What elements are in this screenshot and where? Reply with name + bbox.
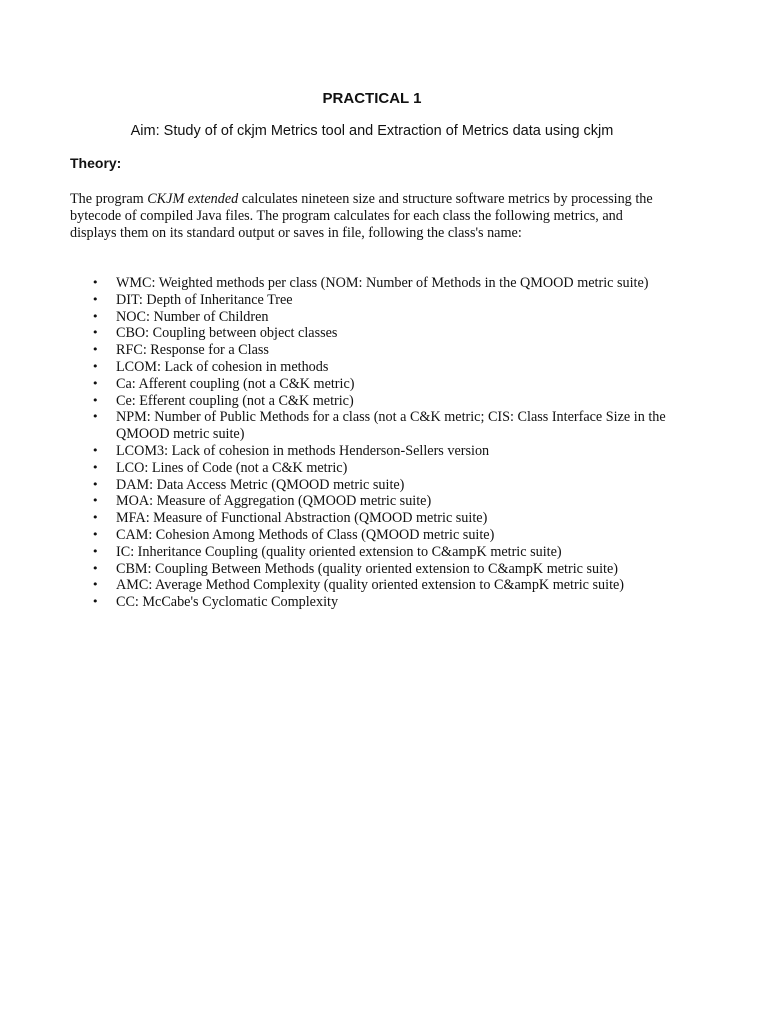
metric-text: RFC: Response for a Class xyxy=(116,342,269,359)
bullet-icon: • xyxy=(92,376,99,390)
intro-text-end: calculates nineteen size and structure software metrics by processing the bytecode of compiled Java files. The program calculates for each class the following metrics, and displays them on its standard output or saves in file, following the class's name: xyxy=(70,191,653,241)
bullet-icon: • xyxy=(92,359,99,373)
metric-text: Ce: Efferent coupling (not a C&K metric) xyxy=(116,392,354,409)
metric-text: LCOM3: Lack of cohesion in methods Henderson-Sellers version xyxy=(116,442,490,459)
metric-list-item xyxy=(70,443,690,460)
metric-text: DAM: Data Access Metric (QMOOD metric suite) xyxy=(116,476,405,493)
bullet-icon: • xyxy=(92,276,99,289)
metric-text: LCOM: Lack of cohesion in methods xyxy=(116,358,329,375)
metric-text: LCO: Lines of Code (not a C&K metric) xyxy=(116,459,348,476)
bullet-icon: • xyxy=(92,309,99,323)
intro-text-start: The program xyxy=(70,191,148,207)
metric-list-item xyxy=(70,409,690,443)
metric-list-item xyxy=(70,325,690,342)
metric-text: CBM: Coupling Between Methods (quality oriented extension to C&ampK metric suite) xyxy=(116,560,619,577)
bullet-icon: • xyxy=(92,494,99,508)
metric-text: IC: Inheritance Coupling (quality oriented extension to C&ampK metric suite) xyxy=(116,543,562,560)
intro-paragraph xyxy=(70,191,670,242)
bullet-icon: • xyxy=(92,578,99,592)
metric-list-item xyxy=(70,493,690,510)
metric-list-item xyxy=(70,594,690,611)
bullet-icon: • xyxy=(92,443,99,457)
metric-list-item xyxy=(70,342,690,359)
metric-text: DIT: Depth of Inheritance Tree xyxy=(116,291,293,308)
metric-text: WMC: Weighted methods per class (NOM: Number of Methods in the QMOOD metric suite) xyxy=(116,275,649,291)
metric-text: NPM: Number of Public Methods for a class (not a C&K metric; CIS: Class Interface Size in the QMOOD metric suite) xyxy=(116,409,666,443)
metric-text: AMC: Average Method Complexity (quality oriented extension to C&ampK metric suite) xyxy=(116,577,625,594)
metrics-list xyxy=(70,275,690,611)
bullet-icon: • xyxy=(92,561,99,575)
metric-list-item xyxy=(70,544,690,561)
metric-text: CC: McCabe's Cyclomatic Complexity xyxy=(116,594,339,611)
aim-statement: Aim: Study of of ckjm Metrics tool and Extraction of Metrics data using ckjm xyxy=(130,123,614,139)
intro-program-name: CKJM extended xyxy=(147,191,239,207)
bullet-icon: • xyxy=(92,343,99,357)
metric-list-item xyxy=(70,460,690,477)
bullet-icon: • xyxy=(92,477,99,491)
metric-list-item xyxy=(70,477,690,494)
bullet-icon: • xyxy=(92,511,99,525)
bullet-icon: • xyxy=(92,326,99,340)
metric-list-item xyxy=(70,527,690,544)
metric-list-item xyxy=(70,510,690,527)
bullet-icon: • xyxy=(92,292,99,306)
metric-list-item xyxy=(70,292,690,309)
metric-list-item xyxy=(70,376,690,393)
page-title: PRACTICAL 1 xyxy=(322,90,422,107)
metric-text: MFA: Measure of Functional Abstraction (QMOOD metric suite) xyxy=(116,510,488,527)
metric-list-item xyxy=(70,393,690,410)
bullet-icon: • xyxy=(92,544,99,558)
metric-list-item xyxy=(70,359,690,376)
metric-text: MOA: Measure of Aggregation (QMOOD metric suite) xyxy=(116,493,432,510)
bullet-icon: • xyxy=(92,410,99,424)
bullet-icon: • xyxy=(92,527,99,541)
bullet-icon: • xyxy=(92,460,99,474)
metric-text: CBO: Coupling between object classes xyxy=(116,325,338,342)
metric-list-item xyxy=(70,577,690,594)
metric-text: Ca: Afferent coupling (not a C&K metric) xyxy=(116,375,355,392)
bullet-icon: • xyxy=(92,393,99,407)
bullet-icon: • xyxy=(92,595,99,609)
metric-list-item xyxy=(70,561,690,578)
metric-text: NOC: Number of Children xyxy=(116,308,269,325)
metric-text: CAM: Cohesion Among Methods of Class (QMOOD metric suite) xyxy=(116,526,495,543)
metric-list-item xyxy=(70,309,690,326)
theory-heading: Theory: xyxy=(70,155,122,171)
metric-list-item xyxy=(70,275,690,292)
